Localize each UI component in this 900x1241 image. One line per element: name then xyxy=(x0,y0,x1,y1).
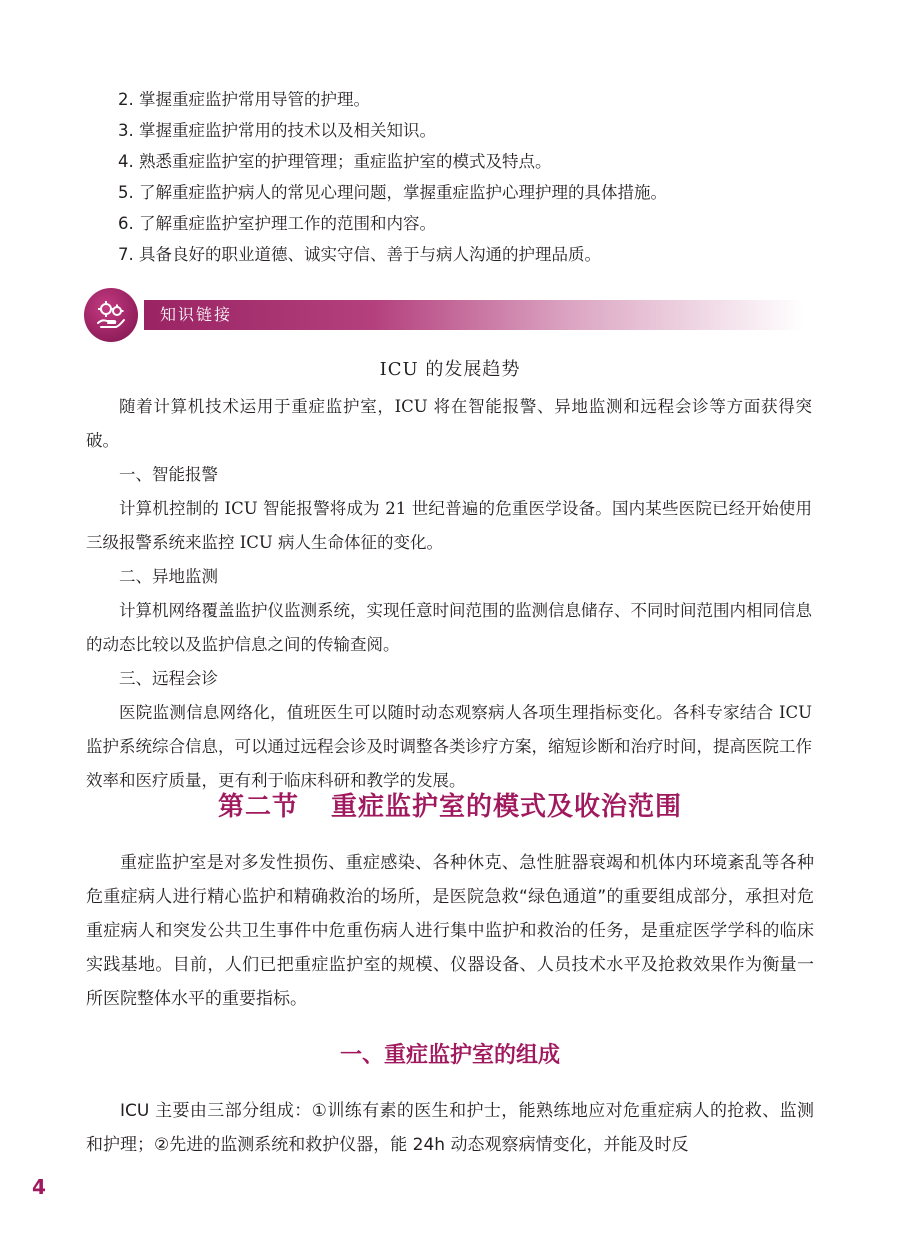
knowledge-link-bar xyxy=(144,300,804,330)
subsection-title: 一、重症监护室的组成 xyxy=(339,1043,560,1068)
learning-objectives xyxy=(118,84,818,270)
gears-hand-icon xyxy=(84,288,138,342)
objective-item: 2. 掌握重症监护常用导管的护理。 xyxy=(118,90,370,109)
knowledge-link-header xyxy=(84,288,804,342)
knowledge-item-heading: 二、异地监测 xyxy=(119,567,218,586)
objective-item: 4. 熟悉重症监护室的护理管理；重症监护室的模式及特点。 xyxy=(118,152,552,171)
knowledge-link-content xyxy=(86,390,812,798)
objective-item: 6. 了解重症监护室护理工作的范围和内容。 xyxy=(118,214,436,233)
knowledge-link-label: 知识链接 xyxy=(160,305,233,324)
page-number: 4 xyxy=(32,1175,46,1199)
knowledge-item-text: 计算机网络覆盖监护仪监测系统，实现任意时间范围的监测信息储存、不同时间范围内相同信息的动态比较以及监护信息之间的传输查阅。 xyxy=(86,601,812,654)
subsection-body xyxy=(86,1094,814,1162)
knowledge-link-title: ICU 的发展趋势 xyxy=(379,359,521,380)
section-number: 第二节 xyxy=(217,792,299,822)
knowledge-item-heading: 一、智能报警 xyxy=(119,465,218,484)
subsection-paragraph: ICU 主要由三部分组成：①训练有素的医生和护士，能熟练地应对危重症病人的抢救、监测和护理；②先进的监测系统和救护仪器，能 24h 动态观察病情变化，并能及时反 xyxy=(86,1101,814,1155)
knowledge-link-intro: 随着计算机技术运用于重症监护室，ICU 将在智能报警、异地监测和远程会诊等方面获得突破。 xyxy=(86,397,812,450)
knowledge-item-text: 医院监测信息网络化，值班医生可以随时动态观察病人各项生理指标变化。各科专家结合 ICU 监护系统综合信息，可以通过远程会诊及时调整各类诊疗方案，缩短诊断和治疗时间，提高医院工作效率和医疗质量，更有利于临床科研和教学的发展。 xyxy=(86,703,812,790)
objective-item: 5. 了解重症监护病人的常见心理问题，掌握重症监护心理护理的具体措施。 xyxy=(118,183,667,202)
section-body xyxy=(86,846,814,1016)
section-title-text: 重症监护室的模式及收治范围 xyxy=(331,792,683,822)
objective-item: 7. 具备良好的职业道德、诚实守信、善于与病人沟通的护理品质。 xyxy=(118,245,601,264)
knowledge-item-heading: 三、远程会诊 xyxy=(119,669,218,688)
section-title xyxy=(0,786,900,823)
section-paragraph: 重症监护室是对多发性损伤、重症感染、各种休克、急性脏器衰竭和机体内环境紊乱等各种危重症病人进行精心监护和精确救治的场所，是医院急救“绿色通道”的重要组成部分，承担对危重症病人和突发公共卫生事件中危重伤病人进行集中监护和救治的任务，是重症医学学科的临床实践基地。目前，人们已把重症监护室的规模、仪器设备、人员技术水平及抢救效果作为衡量一所医院整体水平的重要指标。 xyxy=(86,853,814,1009)
knowledge-item-text: 计算机控制的 ICU 智能报警将成为 21 世纪普遍的危重医学设备。国内某些医院已经开始使用三级报警系统来监控 ICU 病人生命体征的变化。 xyxy=(86,499,812,552)
objective-item: 3. 掌握重症监护常用的技术以及相关知识。 xyxy=(118,121,436,140)
